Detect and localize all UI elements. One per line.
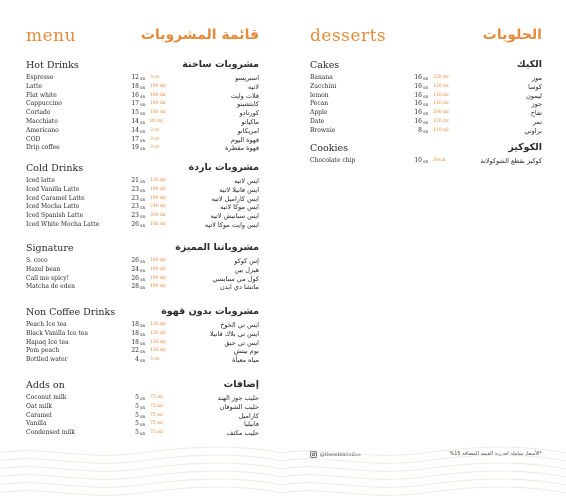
menu-item [0, 275, 283, 284]
item-name: Iced Spanish Latte [26, 212, 84, 220]
drinks-title-en: menu [26, 26, 77, 46]
section-cakes [283, 60, 566, 136]
section-title-en: Hot Drinks [26, 60, 79, 71]
item-price: 23 [131, 194, 139, 202]
section-hot-drinks [0, 60, 283, 153]
desserts-title-ar: الحلويات [482, 27, 542, 43]
section-title-ar: مشروبات باردة [188, 162, 259, 173]
item-price: 18 [131, 82, 139, 90]
menu-item [0, 283, 283, 292]
item-size: 75 ml [150, 395, 163, 400]
section-signature [0, 243, 283, 292]
item-price: 21 [131, 177, 139, 184]
item-price: 28 [131, 283, 139, 291]
item-price: 26 [131, 220, 139, 228]
menu-item [0, 127, 283, 136]
item-price: 23 [131, 185, 139, 193]
menu-item [283, 74, 566, 83]
item-size: 30cal [433, 158, 446, 163]
item-name: Iced latte [26, 177, 55, 184]
item-name-ar: ايس تي حبق [224, 338, 259, 347]
item-size: 3 oz [150, 75, 160, 80]
menu-item [0, 83, 283, 92]
item-name-ar: ايس لاتيه [234, 177, 259, 185]
item-name: Bottled water [26, 356, 68, 364]
desserts-page [283, 0, 566, 500]
item-name-ar: كوكيز بقطع الشوكولاتة [480, 157, 542, 165]
item-name-ar: تفاح [530, 109, 542, 118]
item-size: 75 ml [150, 412, 163, 418]
item-currency: SR [140, 277, 146, 282]
item-price: 15 [131, 109, 139, 117]
item-name-ar: امريكانو [237, 126, 259, 135]
item-price: 5 [135, 394, 139, 401]
item-size: 3 oz [150, 357, 160, 363]
item-size: 3 oz [150, 136, 160, 142]
item-size: 3 oz [150, 127, 160, 133]
item-price: 16 [414, 117, 422, 125]
item-name: Matcha de eden [26, 283, 75, 291]
section-title-ar: الكوكيز [508, 142, 542, 153]
item-size: 180 ml [150, 83, 166, 89]
menu-item [0, 412, 283, 421]
item-name-ar: ايس فانيلا لاتيه [219, 185, 259, 194]
menu-item [0, 136, 283, 145]
item-name: Condensed milk [26, 429, 75, 437]
item-size: 120 ml [433, 127, 449, 133]
item-name-ar: كورتادو [239, 109, 259, 118]
item-size: 180 ml [150, 195, 166, 201]
item-name: Oat milk [26, 402, 52, 410]
item-size: 300 ml [150, 213, 166, 219]
item-name: Cappuccino [26, 100, 62, 108]
item-size: 180 ml [150, 221, 166, 227]
menu-item [0, 330, 283, 339]
item-name-ar: موز [532, 74, 542, 82]
item-currency: SR [423, 129, 429, 134]
item-name-ar: هيزل بين [234, 265, 259, 274]
item-price: 24 [131, 265, 139, 273]
item-currency: SR [140, 180, 146, 184]
item-size: 75 ml [150, 430, 163, 436]
item-price: 14 [131, 117, 139, 125]
item-price: 26 [131, 274, 139, 282]
item-size: 3 oz [150, 145, 160, 151]
item-size: 75 ml [150, 421, 163, 427]
item-price: 16 [414, 109, 422, 117]
item-name-ar: إس كوكو [234, 257, 259, 265]
item-currency: SR [140, 223, 146, 228]
item-currency: SR [140, 405, 146, 410]
section-title-en: Non Coffee Drinks [26, 307, 116, 318]
menu-item [0, 74, 283, 83]
item-currency: SR [140, 206, 146, 211]
item-price: 12 [131, 74, 139, 81]
item-name-ar: ايس وايت موكا لاتيه [204, 220, 259, 229]
item-size: 120 ml [433, 83, 449, 89]
menu-item [0, 394, 283, 403]
item-currency: SR [423, 120, 429, 125]
item-name-ar: ايس موكا لاتيه [220, 203, 259, 212]
item-name-ar: حليب مكثف [226, 429, 259, 438]
item-currency: SR [140, 350, 146, 355]
item-currency: SR [140, 332, 146, 337]
section-title-en: Adds on [26, 380, 65, 391]
menu-item [283, 100, 566, 109]
menu-item [0, 177, 283, 186]
item-size: 180 ml [150, 266, 166, 272]
item-currency: SR [423, 77, 429, 81]
item-currency: SR [140, 432, 146, 437]
item-size: 180 ml [150, 186, 166, 192]
item-size: 180 ml [150, 101, 166, 107]
item-name-ar: بوم بيتش [233, 347, 259, 356]
item-currency: SR [423, 85, 429, 90]
item-name-ar: ماتشا دي ايدن [220, 283, 259, 292]
item-currency: SR [140, 188, 146, 193]
item-currency: SR [140, 215, 146, 220]
item-currency: SR [140, 77, 146, 81]
menu-item [283, 92, 566, 101]
section-title-ar: الكيك [516, 59, 542, 70]
item-name-ar: ليمون [526, 91, 542, 100]
item-size: 250 ml [433, 75, 449, 80]
item-price: 22 [131, 347, 139, 355]
item-name-ar: ايس سبانيش لاتيه [210, 212, 259, 221]
item-name-ar: جوز [531, 100, 542, 109]
item-name: S. coco [26, 257, 48, 264]
menu-item [0, 92, 283, 101]
item-name: Pom peach [26, 347, 60, 355]
item-name-ar: كاراميل [238, 411, 259, 420]
item-name: Iced Caramel Latte [26, 194, 85, 202]
section-adds-on [0, 380, 283, 438]
item-name-ar: كوسا [528, 82, 542, 91]
menu-item [0, 403, 283, 412]
section-title-ar: إضافات [223, 379, 259, 390]
item-size: 75 ml [150, 403, 163, 409]
item-name: Hapaq Ice tea [26, 338, 69, 346]
item-name-ar: ايس تي الخوخ [220, 321, 259, 329]
item-name: Date [310, 117, 325, 125]
item-price: 18 [131, 321, 139, 328]
item-size: 120 ml [150, 330, 166, 336]
item-name: Iced Vanilla Latte [26, 185, 80, 193]
drinks-title-ar: قائمة المشروبات [140, 27, 259, 43]
item-price: 16 [131, 91, 139, 99]
item-name: Black Vanilla Ice tea [26, 329, 89, 337]
section-non-coffee-drinks [0, 307, 283, 365]
item-size: 240 ml [150, 204, 166, 210]
item-currency: SR [140, 286, 146, 291]
item-name-ar: اسبريسو [235, 74, 259, 82]
menu-item [283, 109, 566, 118]
menu-item [0, 109, 283, 118]
item-name-ar: ايس تي بلاك فانيلا [209, 329, 259, 338]
item-price: 23 [131, 203, 139, 211]
menu-item [283, 83, 566, 92]
section-title-en: Signature [26, 243, 74, 254]
item-name: Zucchini [310, 82, 337, 90]
item-size: 120 ml [433, 92, 449, 98]
item-name-ar: ايس كاراميل لاتيه [211, 194, 259, 203]
menu-item [0, 266, 283, 275]
item-name: Banana [310, 74, 333, 81]
item-currency: SR [140, 147, 146, 152]
item-price: 14 [131, 126, 139, 134]
item-currency: SR [140, 359, 146, 364]
item-name: Peach Ice tea [26, 321, 67, 328]
item-name: Caramel [26, 411, 52, 419]
item-price: 16 [414, 100, 422, 108]
item-name: Iced White Mocha Latte [26, 220, 100, 228]
menu-item [0, 429, 283, 438]
item-name: Coconut milk [26, 394, 67, 401]
section-title-en: Cookies [310, 143, 348, 154]
item-name: Drip coffee [26, 144, 60, 152]
item-currency: SR [140, 103, 146, 108]
item-price: 4 [135, 356, 139, 364]
item-currency: SR [140, 197, 146, 202]
item-currency: SR [423, 112, 429, 117]
item-size: 120 ml [150, 178, 166, 183]
menu-item [0, 203, 283, 212]
item-name-ar: قهوة اليوم [230, 135, 259, 144]
section-title-ar: مشروبات بدون قهوة [161, 306, 259, 317]
item-name-ar: قهوة مقطرة [224, 144, 259, 153]
item-price: 16 [414, 91, 422, 99]
item-price: 26 [131, 257, 139, 264]
menu-item [0, 221, 283, 230]
item-name: Chocolate chip [310, 157, 356, 164]
menu-item [283, 118, 566, 127]
item-currency: SR [140, 414, 146, 419]
item-currency: SR [423, 103, 429, 108]
item-name: Macchiato [26, 117, 58, 125]
menu-item [0, 186, 283, 195]
item-currency: SR [140, 423, 146, 428]
item-name: Pecan [310, 100, 329, 108]
item-name: lemon [310, 91, 329, 99]
item-name-ar: ماكياتو [241, 117, 259, 126]
menu-item [0, 356, 283, 365]
item-price: 18 [131, 329, 139, 337]
item-name: Hazel bean [26, 265, 61, 273]
menu-item [0, 257, 283, 266]
item-price: 16 [414, 74, 422, 81]
item-name-ar: كابتشينو [237, 100, 259, 109]
instagram-handle-text: @theedencoffee [320, 451, 361, 458]
item-price: 5 [135, 402, 139, 410]
menu-item [0, 347, 283, 356]
item-name: Cortado [26, 109, 51, 117]
item-currency: SR [423, 160, 429, 164]
item-currency: SR [140, 268, 146, 273]
item-size: 180 ml [150, 258, 166, 263]
item-price: 5 [135, 429, 139, 437]
item-price: 17 [131, 135, 139, 143]
item-size: 180 ml [150, 284, 166, 290]
item-size: 180 ml [150, 275, 166, 281]
item-name-ar: لاتيه [248, 82, 259, 91]
item-currency: SR [140, 112, 146, 117]
item-currency: SR [140, 397, 146, 401]
wave-decoration [0, 445, 283, 500]
item-currency: SR [140, 260, 146, 264]
menu-item [283, 127, 566, 136]
item-size: 120 ml [433, 118, 449, 124]
item-price: 8 [418, 126, 422, 134]
item-currency: SR [140, 138, 146, 143]
vat-note: *الأسعار شاملة لضريبة القيمة المضافة 15% [449, 451, 542, 457]
item-name: Call me spicy! [26, 274, 70, 282]
item-name-ar: كول مي سبايسي [212, 274, 259, 283]
section-title-en: Cakes [310, 60, 340, 71]
item-currency: SR [423, 94, 429, 99]
item-currency: SR [140, 324, 146, 328]
item-size: 180 ml [150, 110, 166, 116]
menu-item [0, 100, 283, 109]
item-name: Flat white [26, 91, 57, 99]
item-name: Latte [26, 82, 42, 90]
item-name-ar: مياه معبأة [232, 356, 259, 365]
item-name-ar: فانيليا [244, 420, 259, 429]
menu-item [0, 212, 283, 221]
item-size: 80 ml [150, 118, 163, 124]
menu-item [283, 157, 566, 166]
item-currency: SR [140, 129, 146, 134]
item-price: 17 [131, 100, 139, 108]
section-title-en: Cold Drinks [26, 163, 84, 174]
item-size: 120 ml [433, 101, 449, 107]
section-title-ar: مشروباتنا المميزة [175, 242, 259, 253]
item-name: COD [26, 135, 41, 143]
desserts-title-en: desserts [310, 26, 387, 46]
item-size: 120 ml [150, 348, 166, 354]
item-name-ar: حليب الشوفان [219, 402, 259, 411]
section-cookies [283, 143, 566, 166]
item-name: Apple [310, 109, 328, 117]
menu-item [0, 195, 283, 204]
item-name: Brownie [310, 126, 336, 134]
menu-item [0, 321, 283, 330]
item-name: Vanilla [26, 420, 47, 428]
item-name-ar: فلات وايت [230, 91, 259, 100]
item-size: 120 ml [150, 322, 166, 327]
item-name: Espresso [26, 74, 54, 81]
item-currency: SR [140, 120, 146, 125]
menu-item [0, 118, 283, 127]
section-title-ar: مشروبات ساخنة [182, 59, 259, 70]
item-price: 23 [131, 212, 139, 220]
item-price: 10 [414, 157, 422, 164]
item-size: 180 ml [150, 92, 166, 98]
item-price: 5 [135, 420, 139, 428]
item-currency: SR [140, 341, 146, 346]
item-price: 18 [131, 338, 139, 346]
item-name: Americano [26, 126, 59, 134]
item-currency: SR [140, 94, 146, 99]
item-name-ar: براوني [524, 126, 542, 135]
item-size: 120 ml [150, 339, 166, 345]
item-name: Iced Mocha Latte [26, 203, 80, 211]
menu-item [0, 420, 283, 429]
menu-item [0, 144, 283, 153]
item-size: 200 ml [433, 110, 449, 116]
item-price: 19 [131, 144, 139, 152]
menu-item [0, 339, 283, 348]
item-price: 16 [414, 82, 422, 90]
wave-decoration [283, 445, 566, 500]
item-currency: SR [140, 85, 146, 90]
section-cold-drinks [0, 163, 283, 230]
item-name-ar: تمر [532, 117, 542, 126]
item-price: 5 [135, 411, 139, 419]
item-name-ar: حليب جوز الهند [217, 394, 259, 402]
